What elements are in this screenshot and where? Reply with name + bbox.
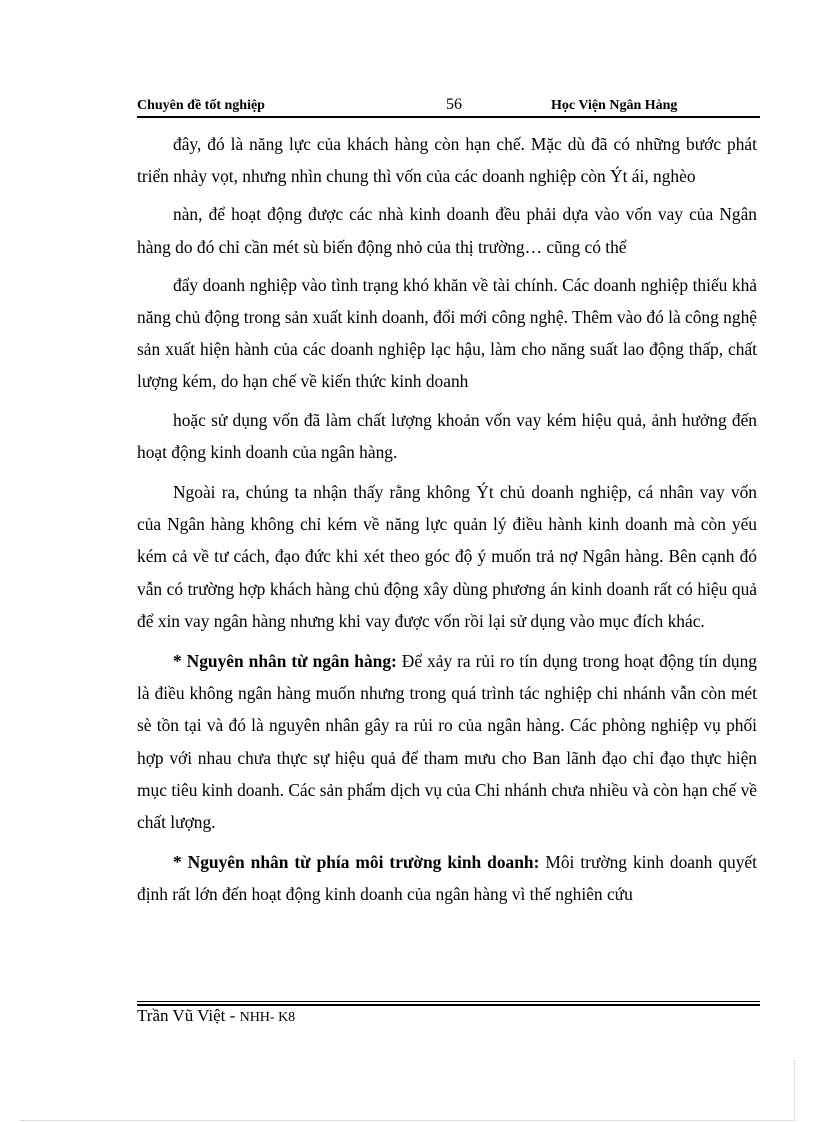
- footer-author: Trần Vũ Việt -: [137, 1006, 240, 1025]
- paragraph-environment-cause: [137, 846, 757, 910]
- header-document-type: Chuyên đề tốt nghiệp: [137, 98, 265, 113]
- bank-cause-text: Để xảy ra rủi ro tín dụng trong hoạt động tín dụng là điều không ngân hàng muốn nhưng trong quá trình tác nghiệp chi nhánh vẫn còn mét sè tồn tại và đó là nguyên nhân gây ra rủi ro của ngân hàng. Các phòng nghiệp vụ phối hợp với nhau chưa thực sự hiệu quả để tham mưu cho Ban lãnh đạo chỉ đạo thực hiện mục tiêu kinh doanh. Các sản phẩm dịch vụ của Chi nhánh chưa nhiều và còn hạn chế về chất lượng.: [137, 651, 757, 833]
- page-edge-dotted-right: [794, 1060, 795, 1120]
- environment-cause-text: Môi trường kinh doanh quyết định rất lớn đến hoạt động kinh doanh của ngân hàng vì thế nghiên cứu: [137, 852, 757, 905]
- page-footer: [137, 1006, 295, 1026]
- footer-rule-thin: [137, 1001, 760, 1002]
- bank-cause-heading: * Nguyên nhân từ ngân hàng:: [173, 651, 397, 672]
- paragraph-financial-difficulty: đẩy doanh nghiệp vào tình trạng khó khăn về tài chính. Các doanh nghiệp thiếu khả năng chủ động trong sản xuất kinh doanh, đổi mới công nghệ. Thêm vào đó là công nghệ sản xuất hiện hành của các doanh nghiệp lạc hậu, làm cho năng suất lao động thấp, chất lượng kém, do hạn chế về kiến thức kinh doanh: [137, 274, 757, 392]
- environment-cause-heading: * Nguyên nhân từ phía môi trường kinh doanh:: [173, 852, 540, 873]
- document-body: [137, 128, 757, 911]
- header-institution: Học Viện Ngân Hàng: [551, 98, 678, 113]
- paragraph-borrower-ethics: Ngoài ra, chúng ta nhận thấy rằng không Ýt chủ doanh nghiệp, cá nhân vay vốn của Ngân hàng không chỉ kém về năng lực quản lý điều hành kinh doanh mà còn yếu kém cả về tư cách, đạo đức khi xét theo góc độ ý muốn trả nợ Ngân hàng. Bên cạnh đó vẫn có trường hợp khách hàng chủ động xây dùng phương án kinh doanh rất có hiệu quả để xin vay ngân hàng nhưng khi vay được vốn rồi lại sử dụng vào mục đích khác.: [137, 482, 757, 631]
- paragraph-loan-dependence: nàn, để hoạt động được các nhà kinh doanh đều phải dựa vào vốn vay của Ngân hàng do đó chỉ cần mét sù biến động nhỏ của thị trường… cũng có thể: [137, 204, 757, 257]
- page-header: [137, 96, 760, 118]
- paragraph-loan-quality: hoặc sử dụng vốn đã làm chất lượng khoản vốn vay kém hiệu quả, ảnh hưởng đến hoạt động kinh doanh của ngân hàng.: [137, 409, 757, 462]
- paragraph-customer-capacity: đây, đó là năng lực của khách hàng còn hạn chế. Mặc dù đã có những bước phát triển nhảy vọt, nhưng nhìn chung thì vốn của các doanh nghiệp còn Ýt ái, nghèo: [137, 134, 757, 187]
- page-number: 56: [446, 96, 462, 113]
- header-rule: [137, 116, 760, 118]
- page-edge-dotted-bottom: [20, 1120, 796, 1121]
- paragraph-bank-cause: [137, 645, 757, 838]
- footer-class-code: NHH- K8: [239, 1010, 296, 1025]
